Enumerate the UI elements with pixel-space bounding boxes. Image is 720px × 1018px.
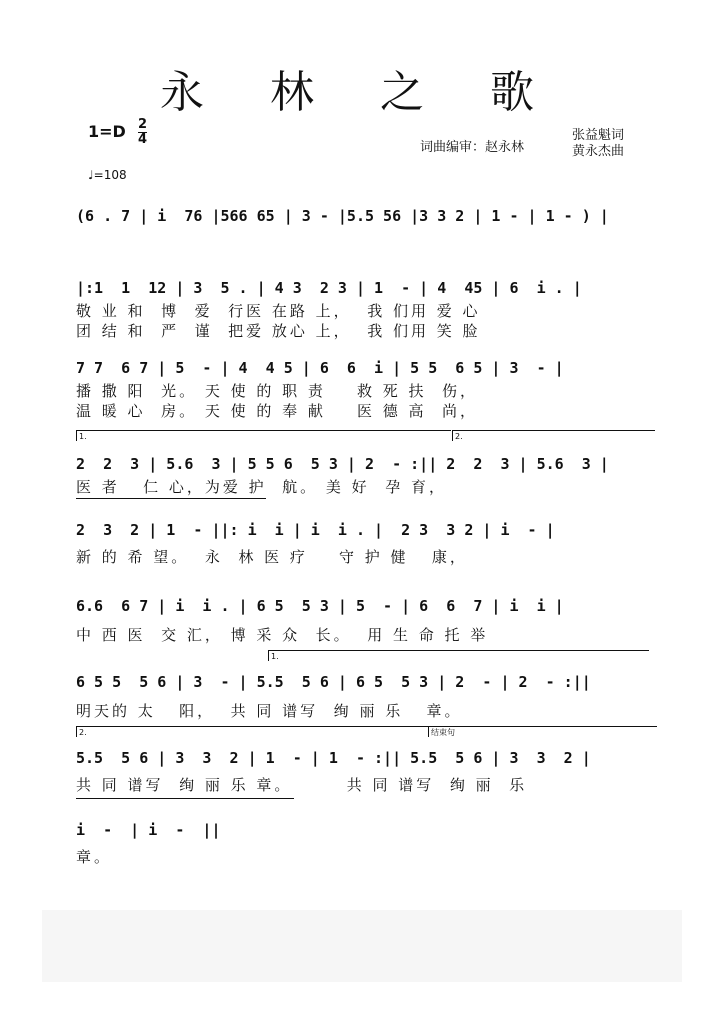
composer-credit: 黄永杰曲 (572, 144, 625, 159)
lyric-row-5: 中 西 医 交 汇， 博 采 众 长。 用 生 命 托 举 (76, 626, 489, 644)
notation-row-5: 6.6 6 7 | i i . | 6 5 5 3 | 5 - | 6 6 7 | i i | (76, 597, 564, 615)
notation-row-1: |:1 1 12 | 3 5 . | 4 3 2 3 | 1 - | 4 45 | 6 i . | (76, 279, 582, 297)
notation-row-3: 2 2 3 | 5.6 3 | 5 5 6 5 3 | 2 - :|| 2 2 3 | 5.6 3 | (76, 455, 609, 473)
notation-row-6: 6 5 5 5 6 | 3 - | 5.5 5 6 | 6 5 5 3 | 2 - | 2 - :|| (76, 673, 591, 691)
volta-bracket-ending: 结束句 (428, 726, 657, 737)
time-signature-bottom: 4 (138, 132, 148, 147)
volta-bracket-2: 2. (452, 430, 655, 441)
lyric-row-3: 医 者 仁 心，为爱 护 航。 美 好 孕 育， (76, 478, 447, 496)
lyric-row-6: 明天的 太 阳， 共 同 谱写 绚 丽 乐 章。 (76, 702, 463, 720)
time-signature-top: 2 (138, 117, 148, 132)
volta-bracket-3: 1. (268, 650, 649, 661)
notation-row-4: 2 3 2 | 1 - ||: i i | i i . | 2 3 3 2 | i - | (76, 521, 555, 539)
lyric-row-7: 共 同 谱写 绚 丽 乐 章。 共 同 谱写 绚 丽 乐 (76, 776, 528, 794)
lyric-row-1-verse-1: 敬 业 和 博 爱 行医 在路 上， 我 们用 爱 心 (76, 302, 481, 320)
tempo-marking: ♩=108 (88, 168, 127, 182)
editor-credit: 词曲编审：赵永林 (420, 140, 525, 155)
song-title: 永 林 之 歌 (160, 67, 560, 118)
lyric-row-2-verse-1: 播 撒 阳 光。 天 使 的 职 责 救 死 扶 伤， (76, 382, 479, 400)
key-signature: 1=D (88, 122, 126, 141)
notation-row-intro: (6 . 7 | i 76 |566 65 | 3 - |5.5 56 |3 3 2 | 1 - | 1 - ) | (76, 207, 609, 225)
time-signature (138, 118, 147, 147)
lyricist-credit: 张益魁词 (572, 128, 625, 143)
lyric-row-2-verse-2: 温 暖 心 房。 天 使 的 奉 献 医 德 高 尚， (76, 402, 479, 420)
lyric-row-4: 新 的 希 望。 永 林 医 疗 守 护 健 康， (76, 548, 468, 566)
notation-row-2: 7 7 6 7 | 5 - | 4 4 5 | 6 6 i | 5 5 6 5 | 3 - | (76, 359, 564, 377)
lyric-row-8: 章。 (76, 848, 113, 866)
volta-bracket-1: 1. (76, 430, 451, 441)
footer-band (42, 910, 682, 982)
lyric-row-1-verse-2: 团 结 和 严 谨 把爱 放心 上， 我 们用 笑 脸 (76, 322, 481, 340)
divider-line (76, 498, 266, 499)
notation-row-8: i - | i - || (76, 821, 221, 839)
divider-line (76, 798, 294, 799)
notation-row-7: 5.5 5 6 | 3 3 2 | 1 - | 1 - :|| 5.5 5 6 | 3 3 2 | (76, 749, 591, 767)
volta-bracket-4: 2. (76, 726, 429, 737)
